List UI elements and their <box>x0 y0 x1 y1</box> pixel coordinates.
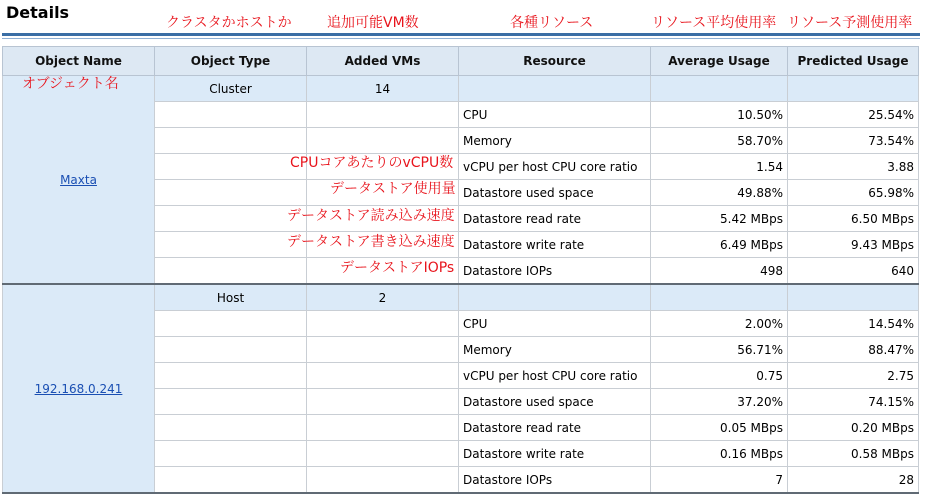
object-type-cell-empty <box>155 154 307 180</box>
resource-cell-empty <box>459 284 651 311</box>
resource-cell: Datastore IOPs <box>459 258 651 285</box>
resource-cell: vCPU per host CPU core ratio <box>459 154 651 180</box>
object-name-cell <box>3 284 155 493</box>
annotation-label: データストア読み込み速度 <box>287 208 455 224</box>
object-type-cell-empty <box>155 102 307 128</box>
average-usage-cell: 37.20% <box>651 389 788 415</box>
resource-cell: Datastore read rate <box>459 415 651 441</box>
average-usage-cell-empty <box>651 284 788 311</box>
average-usage-cell: 7 <box>651 467 788 494</box>
added-vms-cell-empty <box>307 467 459 494</box>
col-header-object-name[interactable]: Object Name <box>3 47 155 76</box>
resource-cell: Memory <box>459 128 651 154</box>
average-usage-cell: 0.16 MBps <box>651 441 788 467</box>
average-usage-cell: 0.05 MBps <box>651 415 788 441</box>
average-usage-cell: 56.71% <box>651 337 788 363</box>
added-vms-cell: 2 <box>307 284 459 311</box>
predicted-usage-cell: 0.58 MBps <box>788 441 919 467</box>
added-vms-cell-empty <box>307 337 459 363</box>
table-row <box>3 284 919 311</box>
annotation-label: リソース平均使用率 <box>651 15 777 31</box>
added-vms-cell-empty <box>307 128 459 154</box>
average-usage-cell: 1.54 <box>651 154 788 180</box>
added-vms-cell-empty <box>307 441 459 467</box>
predicted-usage-cell: 3.88 <box>788 154 919 180</box>
predicted-usage-cell-empty <box>788 284 919 311</box>
object-type-cell-empty <box>155 180 307 206</box>
average-usage-cell: 2.00% <box>651 311 788 337</box>
average-usage-cell: 0.75 <box>651 363 788 389</box>
predicted-usage-cell-empty <box>788 76 919 102</box>
col-header-object-type[interactable]: Object Type <box>155 47 307 76</box>
col-header-average-usage[interactable]: Average Usage <box>651 47 788 76</box>
average-usage-cell: 58.70% <box>651 128 788 154</box>
added-vms-cell-empty <box>307 415 459 441</box>
object-type-cell-empty <box>155 441 307 467</box>
annotation-label: 追加可能VM数 <box>327 15 419 31</box>
predicted-usage-cell: 25.54% <box>788 102 919 128</box>
object-name-link[interactable]: Maxta <box>60 172 97 187</box>
predicted-usage-cell: 6.50 MBps <box>788 206 919 232</box>
object-type-cell-empty <box>155 467 307 494</box>
object-type-cell-empty <box>155 128 307 154</box>
col-header-predicted-usage[interactable]: Predicted Usage <box>788 47 919 76</box>
table-header-row <box>3 47 919 76</box>
added-vms-cell: 14 <box>307 76 459 102</box>
resource-cell: CPU <box>459 311 651 337</box>
object-name-link[interactable]: 192.168.0.241 <box>34 381 123 396</box>
annotation-label: データストア書き込み速度 <box>287 234 455 250</box>
object-type-cell-empty <box>155 232 307 258</box>
object-name-cell <box>3 76 155 285</box>
annotation-label: データストア使用量 <box>330 181 456 197</box>
title-divider <box>2 33 920 36</box>
predicted-usage-cell: 0.20 MBps <box>788 415 919 441</box>
object-type-cell-empty <box>155 389 307 415</box>
object-type-cell-empty <box>155 363 307 389</box>
table-row <box>3 76 919 102</box>
average-usage-cell-empty <box>651 76 788 102</box>
resource-cell: Datastore read rate <box>459 206 651 232</box>
object-type-cell: Cluster <box>155 76 307 102</box>
average-usage-cell: 6.49 MBps <box>651 232 788 258</box>
resource-cell-empty <box>459 76 651 102</box>
predicted-usage-cell: 9.43 MBps <box>788 232 919 258</box>
predicted-usage-cell: 74.15% <box>788 389 919 415</box>
col-header-added-vms[interactable]: Added VMs <box>307 47 459 76</box>
predicted-usage-cell: 2.75 <box>788 363 919 389</box>
predicted-usage-cell: 640 <box>788 258 919 285</box>
annotation-label: CPUコアあたりのvCPU数 <box>290 155 454 171</box>
added-vms-cell-empty <box>307 311 459 337</box>
resource-cell: Datastore used space <box>459 180 651 206</box>
resource-cell: Datastore IOPs <box>459 467 651 494</box>
col-header-resource[interactable]: Resource <box>459 47 651 76</box>
resource-cell: Memory <box>459 337 651 363</box>
predicted-usage-cell: 65.98% <box>788 180 919 206</box>
resource-cell: vCPU per host CPU core ratio <box>459 363 651 389</box>
added-vms-cell-empty <box>307 102 459 128</box>
average-usage-cell: 10.50% <box>651 102 788 128</box>
details-table <box>2 46 919 494</box>
annotation-label: 各種リソース <box>510 15 594 31</box>
added-vms-cell-empty <box>307 389 459 415</box>
object-type-cell-empty <box>155 206 307 232</box>
resource-cell: Datastore write rate <box>459 441 651 467</box>
table-body <box>3 76 919 494</box>
added-vms-cell-empty <box>307 363 459 389</box>
resource-cell: Datastore used space <box>459 389 651 415</box>
predicted-usage-cell: 14.54% <box>788 311 919 337</box>
average-usage-cell: 49.88% <box>651 180 788 206</box>
annotation-label: データストアIOPs <box>340 260 455 276</box>
title-divider-thin <box>2 38 920 39</box>
object-type-cell: Host <box>155 284 307 311</box>
predicted-usage-cell: 73.54% <box>788 128 919 154</box>
average-usage-cell: 5.42 MBps <box>651 206 788 232</box>
annotation-label: クラスタかホストか <box>166 15 292 31</box>
object-type-cell-empty <box>155 311 307 337</box>
object-type-cell-empty <box>155 415 307 441</box>
page-title: Details <box>6 3 70 22</box>
annotation-label: リソース予測使用率 <box>787 15 913 31</box>
predicted-usage-cell: 28 <box>788 467 919 494</box>
annotation-label: オブジェクト名 <box>22 76 119 92</box>
resource-cell: CPU <box>459 102 651 128</box>
resource-cell: Datastore write rate <box>459 232 651 258</box>
average-usage-cell: 498 <box>651 258 788 285</box>
object-type-cell-empty <box>155 258 307 285</box>
predicted-usage-cell: 88.47% <box>788 337 919 363</box>
object-type-cell-empty <box>155 337 307 363</box>
